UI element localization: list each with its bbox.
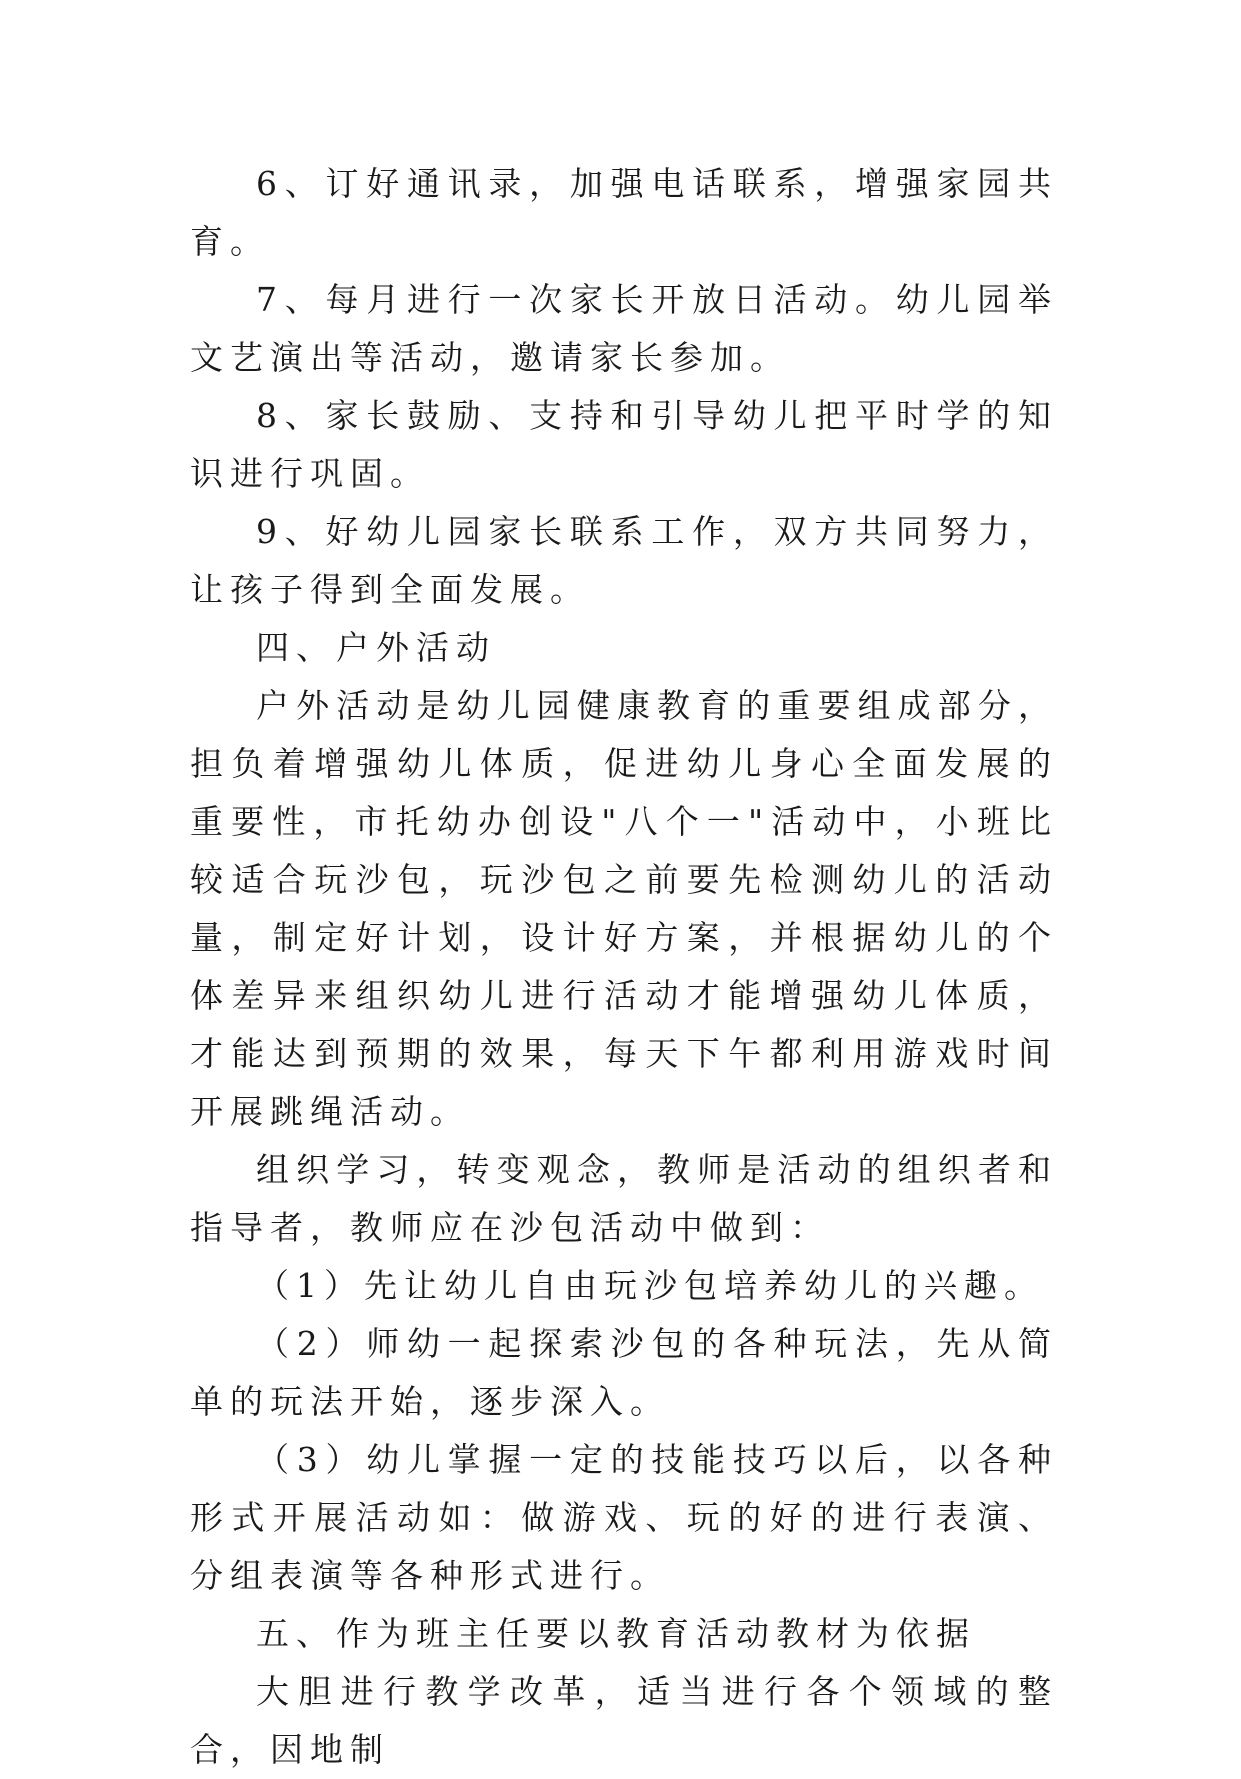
paragraph-item-6: 6、订好通讯录，加强电话联系，增强家园共育。 <box>190 164 1058 261</box>
sub-item-1: （1）先让幼儿自由玩沙包培养幼儿的兴趣。 <box>256 1266 1044 1305</box>
section-heading-head-teacher: 五、作为班主任要以教育活动教材为依据 <box>256 1614 976 1653</box>
paragraph-item-7: 7、每月进行一次家长开放日活动。幼儿园举文艺演出等活动，邀请家长参加。 <box>190 280 1058 377</box>
section-heading-outdoor-activities: 四、户外活动 <box>256 628 496 667</box>
paragraph-item-9: 9、好幼儿园家长联系工作，双方共同努力，让孩子得到全面发展。 <box>190 512 1058 609</box>
paragraph-organize-learning: 组织学习，转变观念，教师是活动的组织者和指导者，教师应在沙包活动中做到： <box>190 1150 1058 1247</box>
document-body <box>190 155 1058 1779</box>
paragraph-teaching-reform: 大胆进行教学改革，适当进行各个领域的整合，因地制 <box>190 1672 1058 1769</box>
sub-item-2: （2）师幼一起探索沙包的各种玩法，先从简单的玩法开始，逐步深入。 <box>190 1324 1058 1421</box>
paragraph-outdoor-intro: 户外活动是幼儿园健康教育的重要组成部分，担负着增强幼儿体质，促进幼儿身心全面发展的重要性，市托幼办创设"八个一"活动中，小班比较适合玩沙包，玩沙包之前要先检测幼儿的活动量，制定好计划，设计好方案，并根据幼儿的个体差异来组织幼儿进行活动才能增强幼儿体质，才能达到预期的效果，每天下午都利用游戏时间开展跳绳活动。 <box>190 686 1058 1131</box>
paragraph-item-8: 8、家长鼓励、支持和引导幼儿把平时学的知识进行巩固。 <box>190 396 1058 493</box>
sub-item-3: （3）幼儿掌握一定的技能技巧以后，以各种形式开展活动如：做游戏、玩的好的进行表演、分组表演等各种形式进行。 <box>190 1440 1058 1595</box>
